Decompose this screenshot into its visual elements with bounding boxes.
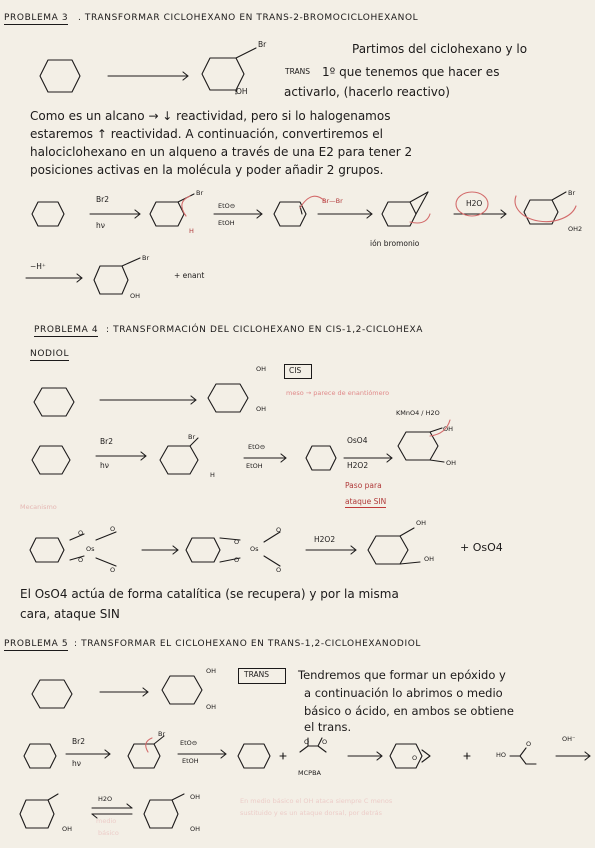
p4-plus-oso4: + OsO4	[460, 541, 503, 554]
p4-target-ring	[208, 384, 248, 412]
p4-int-h: H	[210, 471, 215, 479]
p4-paso-line-2: ataque SIN	[345, 497, 387, 506]
svg-text:O: O	[276, 566, 282, 574]
p3-circle-final	[515, 196, 576, 222]
svg-text:O: O	[234, 538, 240, 546]
p5-side-text-2: a continuación lo abrimos o medio	[304, 686, 503, 700]
p3-ring-1	[32, 202, 64, 226]
p4-product-oh-top: OH	[443, 425, 454, 433]
p5-reagent-h2o: H2O	[98, 795, 113, 803]
p4-mech-ring	[30, 538, 64, 562]
p4-reagent-etoh: EtOH	[246, 462, 263, 470]
p4-product-oh-bottom: OH	[446, 459, 457, 467]
p5-side-text-3: básico o ácido, en ambos se obtiene	[304, 704, 514, 718]
p3-ring-final	[524, 200, 558, 224]
svg-text:O: O	[526, 740, 532, 748]
p5-reagent-hv: hν	[72, 759, 81, 768]
p3-target-ring	[202, 58, 244, 90]
p3-product-oh: OH	[236, 87, 248, 96]
p4-reagent-h2o2: H2O2	[347, 461, 369, 470]
p5-reagent-etoh: EtOH	[182, 757, 199, 765]
p3-bromonium-ring	[382, 202, 416, 226]
p3-reagent-eto: EtO⊖	[218, 202, 236, 210]
p3-side-text-1: Partimos del ciclohexano y lo	[352, 42, 528, 56]
p3-paragraph-line-3: halociclohexano en un alqueno a través de una E2 para tener 2	[30, 145, 413, 159]
p4-mech-diol-ring	[368, 536, 408, 564]
p5-alkoxide-ring	[20, 800, 54, 828]
p4-sentence-line-1: El OsO4 actúa de forma catalítica (se recupera) y por la misma	[20, 587, 399, 601]
p4-reagent-eto: EtO⊖	[248, 443, 266, 451]
p3-int-h: H	[189, 227, 194, 235]
p4-reagent-br2: Br2	[100, 437, 114, 446]
p3-final-br: Br	[568, 189, 576, 197]
p4-mecanismo-label: Mecanismo	[20, 503, 57, 511]
p3-paragraph-line-1: Como es un alcano → ↓ reactividad, pero si lo halogenamos	[30, 109, 391, 123]
p3-product2-oh: OH	[130, 292, 141, 300]
p5-peracid	[300, 738, 326, 752]
p4-meso-note: meso → parece de enantiómero	[286, 389, 390, 397]
p3-bromonio-label: ión bromonio	[370, 239, 420, 248]
p5-side-text-1: Tendremos que formar un epóxido y	[298, 668, 506, 682]
p3-paragraph-line-4: posiciones activas en la molécula y poder añadir 2 grupos.	[30, 163, 384, 177]
problem-3-title: PROBLEMA 3	[4, 13, 69, 23]
svg-text:O: O	[322, 738, 328, 746]
p3-product-br: Br	[258, 40, 267, 49]
p4-mech-oh-top: OH	[416, 519, 427, 527]
svg-text:O: O	[234, 556, 240, 564]
problem-5-statement: : TRANSFORMAR EL CICLOHEXANO EN TRANS-1,2-CICLOHEXANODIOL	[74, 639, 421, 649]
p3-brbr: Br—Br	[322, 197, 343, 205]
p5-faint-note-1: En medio básico el OH ataca siempre C menos	[240, 797, 393, 805]
p5-ho: HO	[496, 751, 507, 759]
p4-alkene-ring	[306, 446, 336, 470]
p3-curly-arrow-3	[410, 214, 430, 223]
p5-cyclohexane-start	[32, 680, 72, 708]
p3-minus-h: −H⁺	[30, 262, 46, 271]
p4-ring-1	[32, 446, 70, 474]
p5-target-ring	[162, 676, 202, 704]
p4-sentence-line-2: cara, ataque SIN	[20, 607, 120, 621]
p3-cyclohexane-start	[40, 60, 80, 92]
p4-diol-ring	[398, 432, 438, 460]
p5-acid-product	[510, 748, 536, 764]
svg-text:O: O	[276, 526, 282, 534]
p5-faint-note-2: sustituido y es un ataque dorsal, por detrás	[240, 809, 383, 817]
p3-ring-2	[150, 202, 184, 226]
p3-reagent-hv: hν	[96, 221, 105, 230]
p3-enant: + enant	[174, 271, 205, 280]
p3-reagent-br2: Br2	[96, 195, 110, 204]
p5-alkene-ring	[238, 744, 270, 768]
p5-final-oh-left: OH	[62, 825, 73, 833]
p5-int-br: Br	[158, 730, 166, 738]
p5-final-ring	[144, 800, 178, 828]
p5-reagent-eto: EtO⊖	[180, 739, 198, 747]
p3-final-oh2: OH2	[568, 225, 583, 233]
p4-target-oh-top: OH	[256, 365, 267, 373]
p5-target-oh-top: OH	[206, 667, 217, 675]
p3-product-ring	[94, 266, 128, 294]
problem-3-statement: . TRANSFORMAR CICLOHEXANO EN TRANS-2-BROMOCICLOHEXANOL	[78, 13, 419, 23]
p3-trans-label: TRANS	[285, 67, 310, 76]
p3-int-br: Br	[196, 189, 204, 197]
p4-mech-oh-bottom: OH	[424, 555, 435, 563]
problem-4-title: PROBLEMA 4	[34, 325, 99, 335]
svg-text:O: O	[78, 556, 84, 564]
p4-cyclohexane-start	[34, 388, 74, 416]
p5-mcpba: MCPBA	[298, 769, 321, 777]
svg-text:O: O	[110, 525, 116, 533]
problem-4-statement-cont: NODIOL	[30, 349, 70, 359]
p5-ring-2	[128, 744, 160, 768]
p3-reagent-h2o: H2O	[466, 199, 483, 208]
p4-reagent-hv: hν	[100, 461, 109, 470]
p3-side-text-3: activarlo, (hacerlo reactivo)	[284, 85, 450, 99]
p5-reagent-br2: Br2	[72, 737, 86, 746]
svg-text:O: O	[78, 529, 84, 537]
p5-ohm: OH⁻	[562, 735, 576, 743]
p4-cis-label: CIS	[289, 366, 302, 375]
p4-kmno4: KMnO4 / H2O	[396, 409, 440, 417]
p5-red-note-2: básico	[98, 829, 119, 837]
p5-final-oh-bottom: OH	[190, 825, 201, 833]
p4-ester-os: Os	[250, 545, 259, 553]
p5-final-oh-top: OH	[190, 793, 201, 801]
p4-paso-line-1: Paso para	[345, 481, 382, 490]
p5-target-oh-bottom: OH	[206, 703, 217, 711]
svg-text:O: O	[110, 566, 116, 574]
p4-os-atom: Os	[86, 545, 95, 553]
p3-alkene-ring	[274, 202, 306, 226]
p4-ring-2	[160, 446, 198, 474]
p5-epoxide-ring	[390, 744, 422, 768]
p3-curly-arrow-1	[182, 196, 190, 216]
problem-5-title: PROBLEMA 5	[4, 639, 69, 649]
p4-reagent-oso4: OsO4	[347, 436, 368, 445]
p3-reagent-etoh: EtOH	[218, 219, 235, 227]
p5-curly-arrow	[146, 738, 152, 752]
p3-product2-br: Br	[142, 254, 150, 262]
p3-paragraph-line-2: estaremos ↑ reactividad. A continuación, convertiremos el	[30, 127, 383, 141]
p4-target-oh-bottom: OH	[256, 405, 267, 413]
p4-int-br: Br	[188, 433, 196, 441]
p5-trans-label: TRANS	[244, 670, 269, 679]
p3-side-text-2: 1º que tenemos que hacer es	[322, 65, 500, 79]
p4-osmate-ring	[186, 538, 220, 562]
problem-4-statement: : TRANSFORMACIÓN DEL CICLOHEXANO EN CIS-1,2-CICLOHEXA	[106, 325, 424, 335]
p5-red-note-1: medio	[96, 817, 117, 825]
p5-side-text-4: el trans.	[304, 720, 352, 734]
svg-text:O: O	[304, 738, 310, 746]
svg-text:O: O	[412, 754, 418, 762]
p4-mech-h2o2: H2O2	[314, 535, 336, 544]
p5-ring-1	[24, 744, 56, 768]
